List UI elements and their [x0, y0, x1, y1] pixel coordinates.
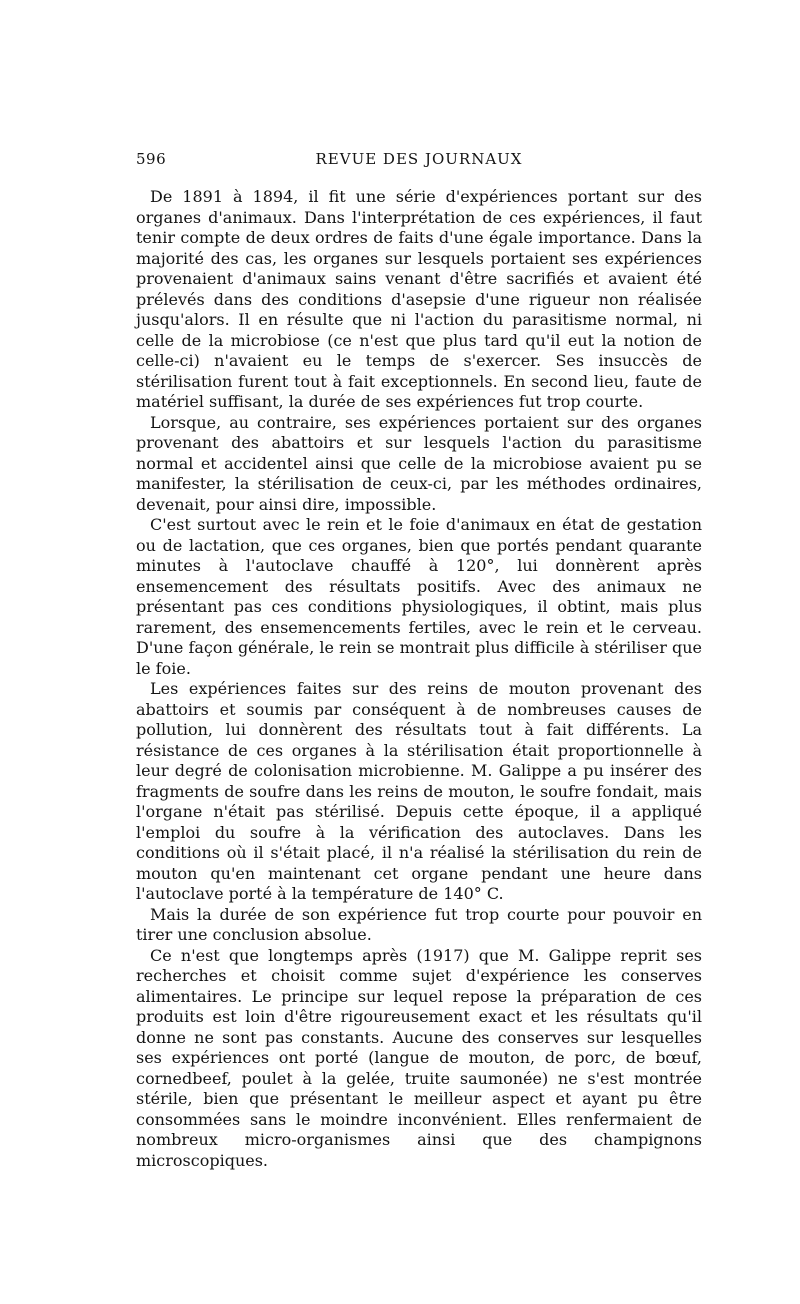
paragraph-3: C'est surtout avec le rein et le foie d'animaux en état de gestation ou de lactation, que ces organes, bien que portés pendant quarante minutes à l'autoclave chauffé à 120°, lui donnèrent après ensemencement des résultats positifs. Avec des animaux ne présentant pas ces conditions physiologiques, il obtint, mais plus rarement, des ensemencements fertiles, avec le rein et le cerveau. D'une façon générale, le rein se montrait plus difficile à stériliser que le foie.	[136, 515, 702, 678]
paragraph-5: Mais la durée de son expérience fut trop courte pour pouvoir en tirer une conclusion absolue.	[136, 904, 702, 944]
running-title: REVUE DES JOURNAUX	[315, 150, 523, 168]
paragraph-1: De 1891 à 1894, il fit une série d'expériences portant sur des organes d'animaux. Dans l'interprétation de ces expériences, il faut tenir compte de deux ordres de faits d'une égale importance. Dans la majorité des cas, les organes sur lesquels portaient ses expériences provenaient d'animaux sains venant d'être sacrifiés et avaient été prélevés dans des conditions d'asepsie d'une rigueur non réalisée jusqu'alors. Il en résulte que ni l'action du parasitisme normal, ni celle de la microbiose (ce n'est que plus tard qu'il eut la notion de celle-ci) n'avaient eu le temps de s'exercer. Ses insuccès de stérilisation furent tout à fait exceptionnels. En second lieu, faute de matériel suffisant, la durée de ses expériences fut trop courte.	[136, 187, 702, 411]
paragraph-6: Ce n'est que longtemps après (1917) que M. Galippe reprit ses recherches et choisit comme sujet d'expérience les conserves alimentaires. Le principe sur lequel repose la préparation de ces produits est loin d'être rigoureusement exact et les résultats qu'il donne ne sont pas constants. Aucune des conserves sur lesquelles ses expériences ont porté (langue de mouton, de porc, de bœuf, cornedbeef, poulet à la gelée, truite saumonée) ne s'est montrée stérile, bien que présentant le meilleur aspect et ayant pu être consommées sans le moindre inconvénient. Elles renfermaient de nombreux micro-organismes ainsi que des champignons microscopiques.	[136, 945, 702, 1170]
paragraph-2: Lorsque, au contraire, ses expériences portaient sur des organes provenant des abattoirs et sur lesquels l'action du parasitisme normal et accidentel ainsi que celle de la microbiose avaient pu se manifester, la stérilisation de ceux-ci, par les méthodes ordinaires, devenait, pour ainsi dire, impossible.	[136, 412, 702, 514]
body-text	[136, 187, 702, 1171]
paragraph-4: Les expériences faites sur des reins de mouton provenant des abattoirs et soumis par conséquent à de nombreuses causes de pollution, lui donnèrent des résultats tout à fait différents. La résistance de ces organes à la stérilisation était proportionnelle à leur degré de colonisation microbienne. M. Galippe a pu insérer des fragments de soufre dans les reins de mouton, le soufre fondait, mais l'organe n'était pas stérilisé. Depuis cette époque, il a appliqué l'emploi du soufre à la vérification des autoclaves. Dans les conditions où il s'était placé, il n'a réalisé la stérilisation du rein de mouton qu'en maintenant cet organe pendant une heure dans l'autoclave porté à la température de 140° C.	[136, 679, 702, 903]
page-number: 596	[136, 150, 167, 168]
page-header	[136, 150, 702, 172]
